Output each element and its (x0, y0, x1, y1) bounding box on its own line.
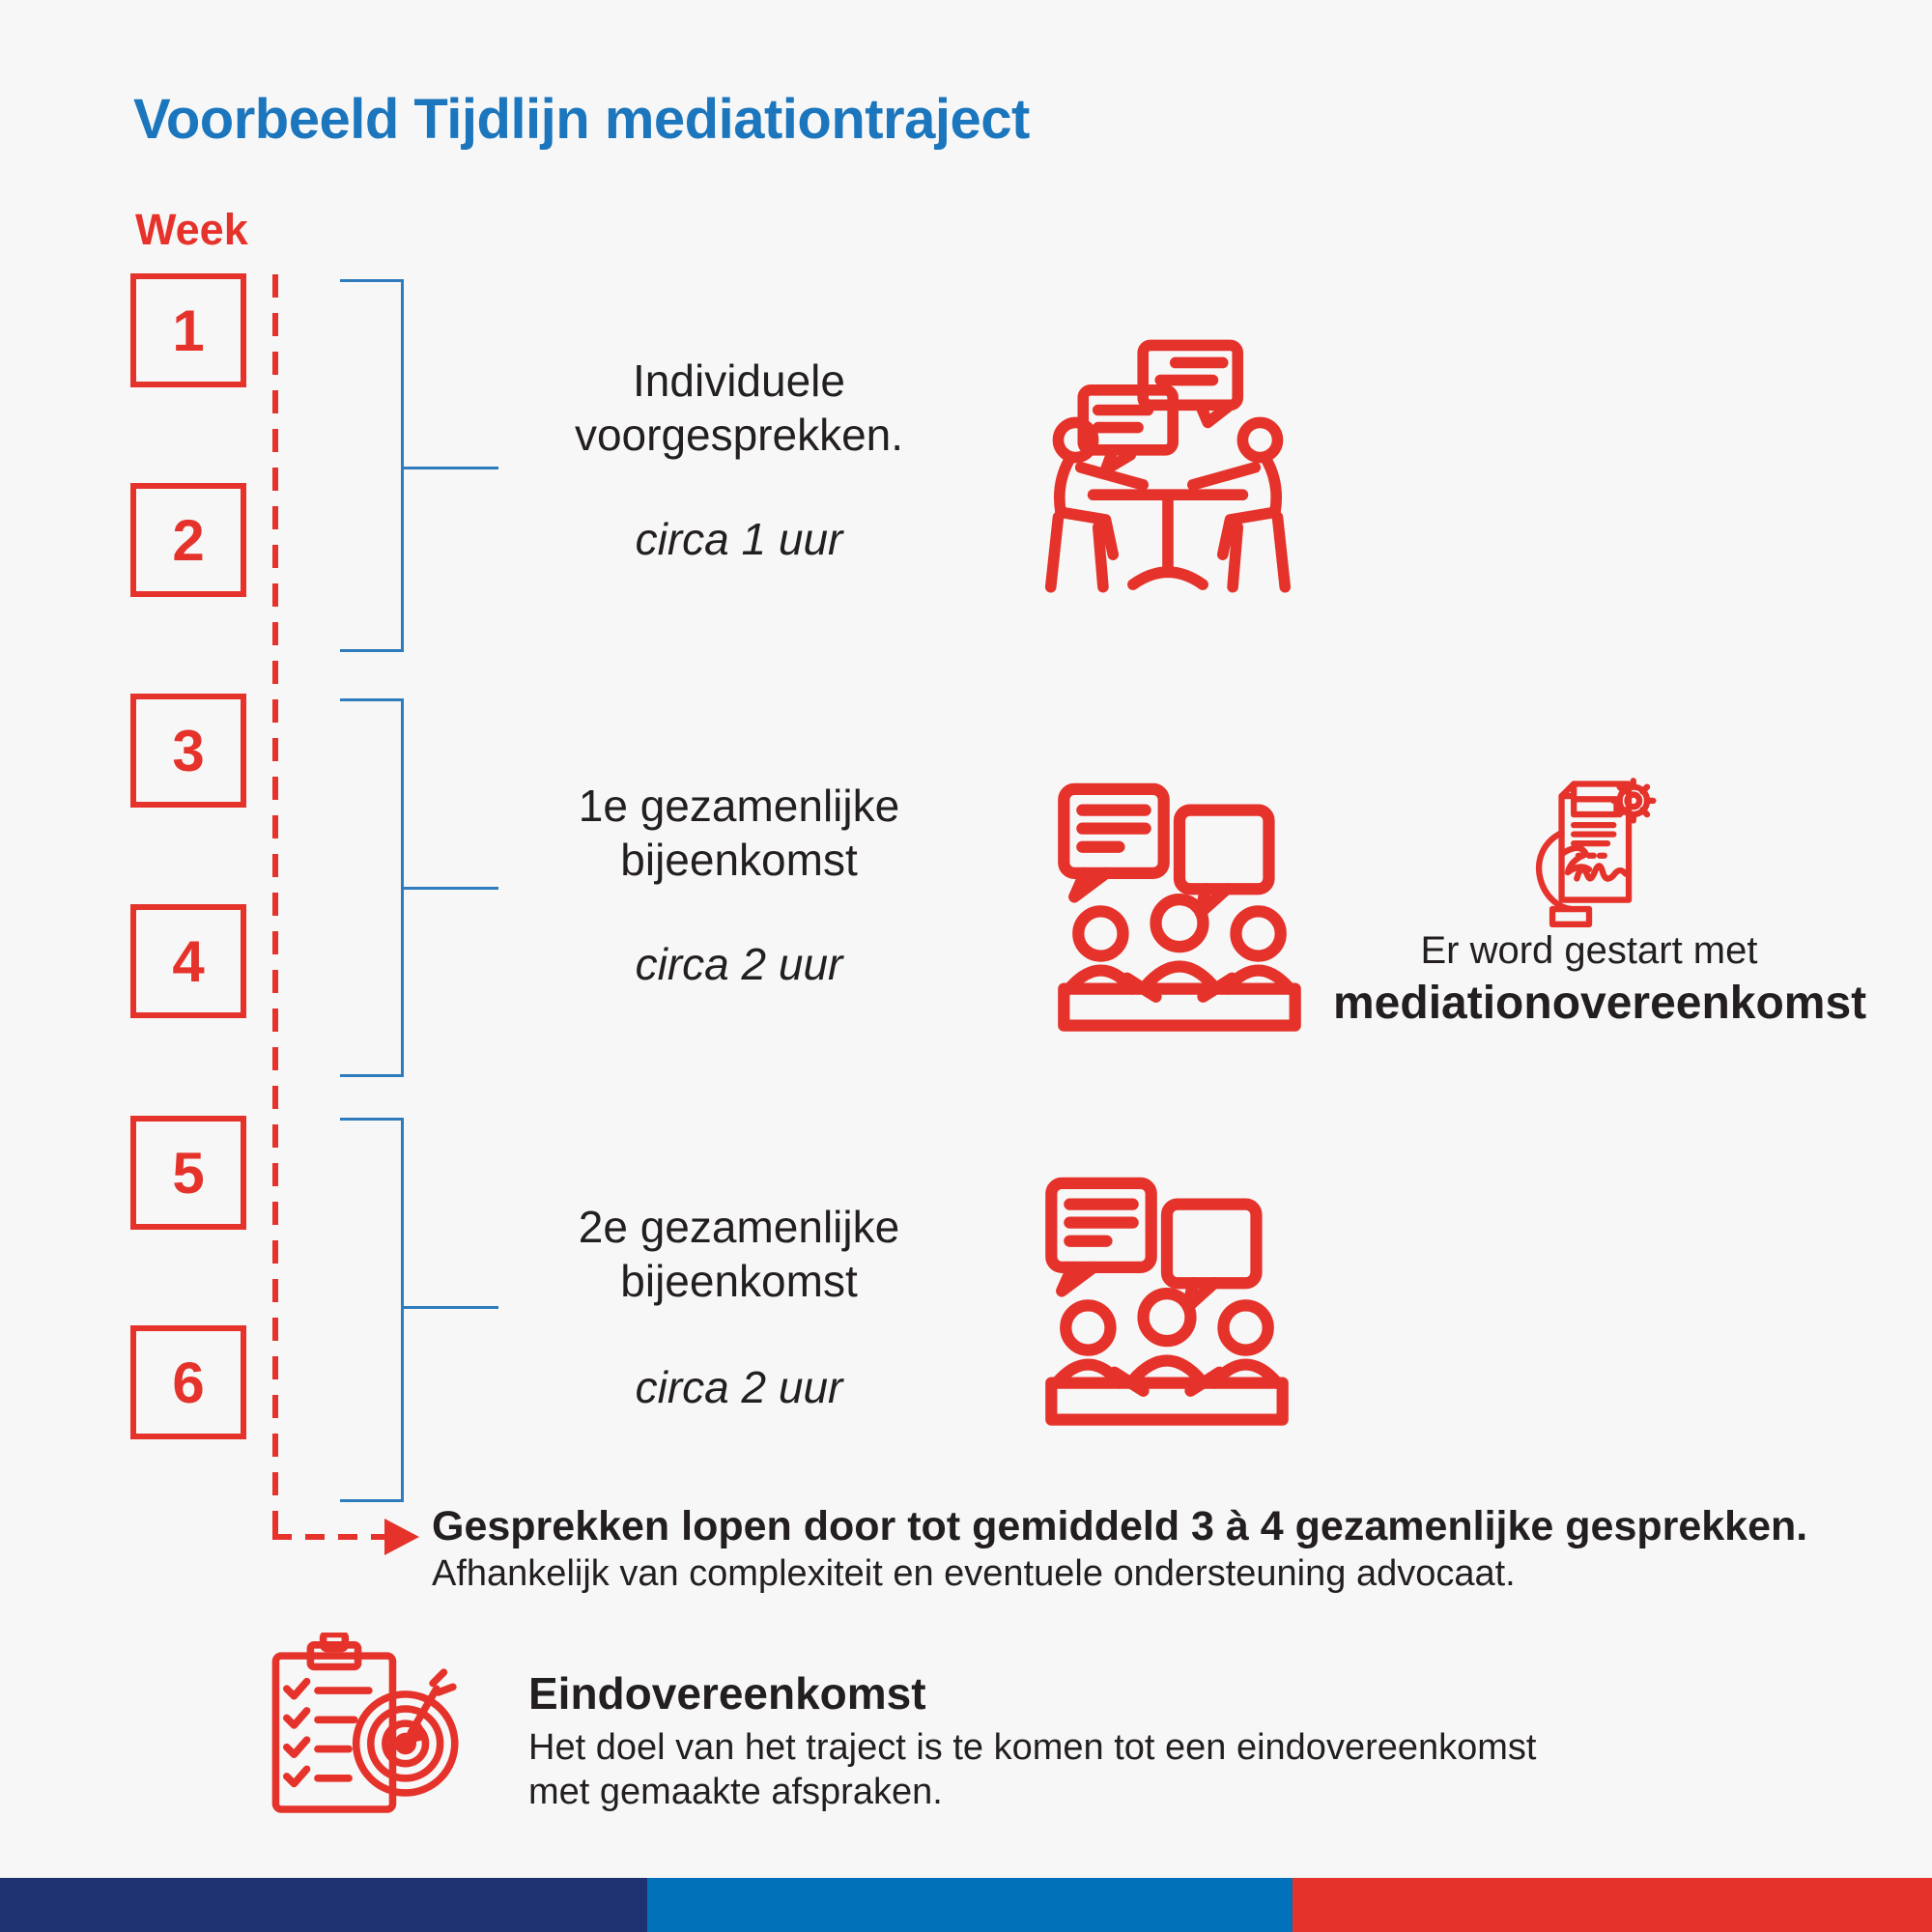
timeline-dashed-elbow (272, 1534, 384, 1540)
bracket-stage1 (401, 279, 404, 652)
bracket-stage1-bottom-tick (340, 649, 404, 652)
week-box-3: 3 (130, 694, 246, 808)
checklist-target-icon (267, 1633, 468, 1818)
continuation-bold-text: Gesprekken lopen door tot gemiddeld 3 à 4 gezamenlijke gesprekken. (432, 1503, 1808, 1549)
stage2-title-line1: 1e gezamenlijke (578, 781, 900, 831)
stage1-title-line1: Individuele (633, 355, 845, 406)
page-title: Voorbeeld Tijdlijn mediationtraject (133, 88, 1030, 151)
mediation-agreement-note (1333, 929, 1867, 1030)
two-person-meeting-icon (1043, 333, 1293, 611)
footer-body-line1: Het doel van het traject is te komen tot een eindovereenkomst (528, 1727, 1537, 1768)
side-note-line1: Er word gestart met (1420, 929, 1758, 972)
week-box-6: 6 (130, 1325, 246, 1439)
week-box-2: 2 (130, 483, 246, 597)
stage3-title-line1: 2e gezamenlijke (578, 1202, 900, 1252)
stage2-duration: circa 2 uur (635, 939, 843, 989)
stage2-title-line2: bijeenkomst (620, 835, 858, 886)
bracket-stage2-top-tick (340, 698, 404, 701)
signed-agreement-icon (1513, 771, 1665, 931)
timeline-arrowhead-icon (384, 1519, 419, 1555)
group-meeting-icon (1048, 769, 1311, 1051)
bracket-stage1-mid-tick (404, 467, 498, 469)
bracket-stage3-top-tick (340, 1118, 404, 1121)
week-box-5: 5 (130, 1116, 246, 1230)
stage2-title (464, 779, 1014, 887)
bottom-bar-blue (647, 1878, 1293, 1932)
side-note-line2: mediationovereenkomst (1333, 978, 1867, 1029)
stage3-title (464, 1200, 1014, 1308)
week-box-1: 1 (130, 273, 246, 387)
week-axis-label: Week (135, 205, 248, 254)
bracket-stage2-bottom-tick (340, 1074, 404, 1077)
stage3-title-line2: bijeenkomst (620, 1256, 858, 1307)
footer-heading: Eindovereenkomst (528, 1668, 926, 1719)
continuation-sub-text: Afhankelijk van complexiteit en eventuele ondersteuning advocaat. (432, 1553, 1516, 1594)
stage1-duration: circa 1 uur (635, 514, 843, 564)
bracket-stage3 (401, 1118, 404, 1502)
stage3-duration: circa 2 uur (635, 1362, 843, 1412)
bracket-stage3-bottom-tick (340, 1499, 404, 1502)
stage1-title (464, 354, 1014, 462)
bottom-bar-red (1293, 1878, 1932, 1932)
bracket-stage2-mid-tick (404, 887, 498, 890)
bottom-bar-navy (0, 1878, 647, 1932)
bracket-stage1-top-tick (340, 279, 404, 282)
group-meeting-icon (1036, 1171, 1298, 1437)
timeline-dashed-line (272, 274, 278, 1534)
week-box-4: 4 (130, 904, 246, 1018)
stage1-title-line2: voorgesprekken. (574, 410, 904, 461)
footer-body-line2: met gemaakte afspraken. (528, 1772, 943, 1812)
